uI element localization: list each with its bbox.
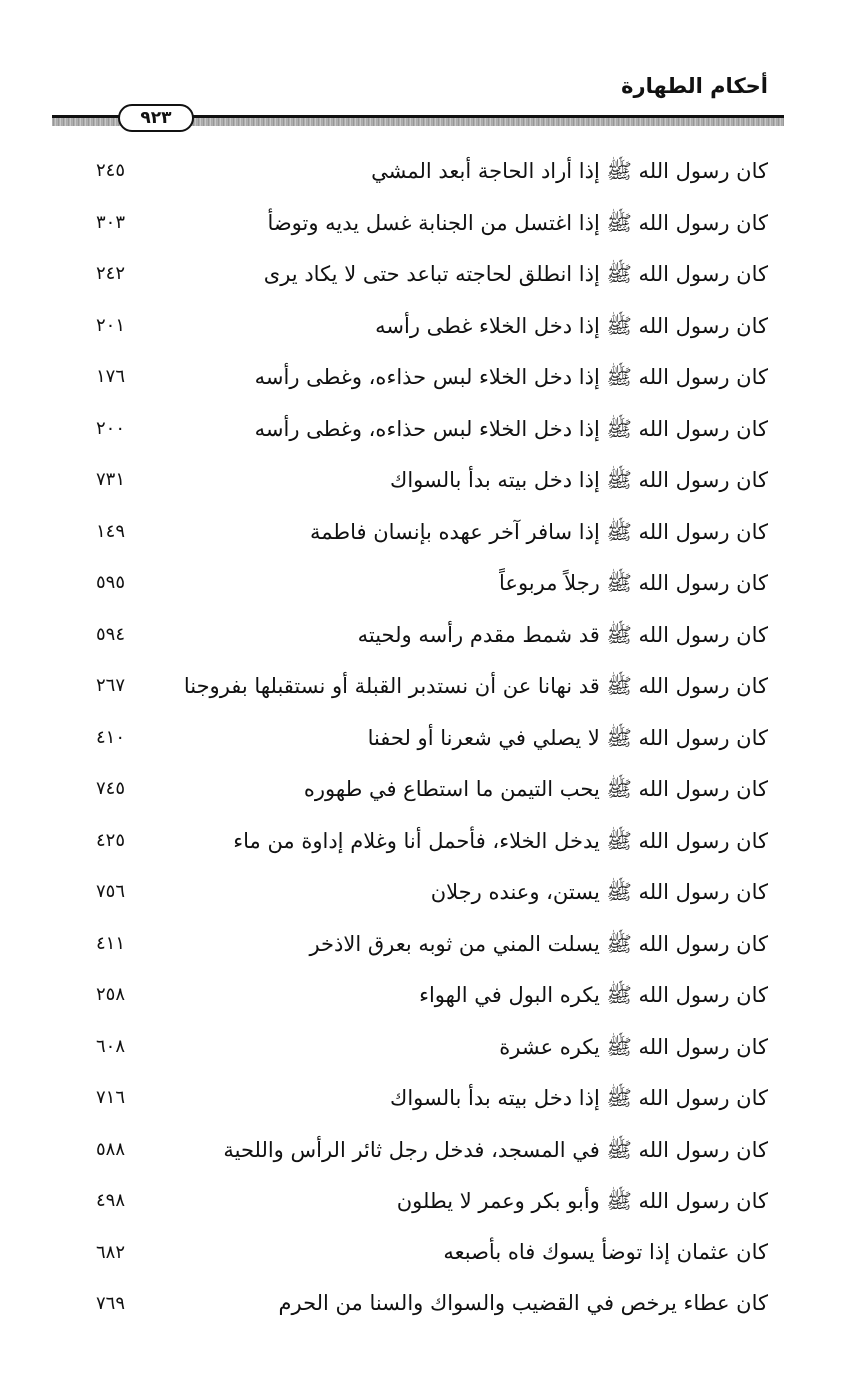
entry-text: كان رسول الله ﷺ إذا انطلق لحاجته تباعد حتى لا يكاد يرى (263, 262, 768, 286)
entry-text: كان رسول الله ﷺ يحب التيمن ما استطاع في طهوره (303, 777, 768, 801)
entry-page-number: ١٧٦ (96, 366, 126, 387)
entry-page-number: ٥٩٥ (96, 572, 126, 593)
entry-text: كان رسول الله ﷺ إذا دخل بيته بدأ بالسواك (390, 1086, 768, 1110)
entry-text: كان رسول الله ﷺ رجلاً مربوعاً (499, 571, 768, 595)
entry-page-number: ٢٦٧ (96, 675, 126, 696)
running-header-title: أحكام الطهارة (621, 74, 768, 98)
entry-page-number: ٤١٠ (96, 726, 126, 748)
entry-page-number: ٢٤٥ (96, 160, 126, 181)
index-entry (0, 1180, 868, 1232)
index-entry (0, 305, 868, 357)
index-entry (0, 1129, 868, 1181)
index-entry (0, 459, 868, 511)
index-entry (0, 1232, 868, 1284)
entry-page-number: ٢٠١ (96, 314, 126, 336)
index-entry (0, 1283, 868, 1335)
entry-text: كان عطاء يرخص في القضيب والسواك والسنا من الحرم (278, 1291, 768, 1315)
entry-text: كان رسول الله ﷺ إذا دخل الخلاء لبس حذاءه، وغطى رأسه (254, 416, 768, 441)
index-entry (0, 1077, 868, 1129)
index-entry (0, 614, 868, 666)
index-entry (0, 717, 868, 769)
entry-page-number: ٦٠٨ (96, 1035, 126, 1057)
entry-text: كان رسول الله ﷺ يكره عشرة (499, 1034, 768, 1059)
entry-page-number: ٧٥٦ (96, 881, 126, 902)
index-entry (0, 820, 868, 872)
index-entry (0, 150, 868, 202)
entry-page-number: ٣٠٣ (96, 211, 126, 233)
index-entry (0, 202, 868, 254)
entry-text: كان رسول الله ﷺ إذا سافر آخر عهده بإنسان فاطمة (309, 519, 768, 544)
index-entry (0, 408, 868, 460)
index-entry (0, 562, 868, 614)
index-entry (0, 665, 868, 717)
entry-page-number: ٧٣١ (96, 469, 126, 490)
index-entry (0, 1026, 868, 1078)
entry-page-number: ٤٢٥ (96, 829, 126, 851)
entry-text: كان رسول الله ﷺ إذا دخل بيته بدأ بالسواك (390, 468, 768, 492)
entry-text: كان رسول الله ﷺ قد نهانا عن أن نستدبر القبلة أو نستقبلها بفروجنا (183, 674, 768, 698)
index-entry (0, 974, 868, 1026)
page-number-badge: ٩٢٣ (118, 104, 194, 132)
entry-page-number: ٢٥٨ (96, 984, 126, 1005)
entry-page-number: ٥٨٨ (96, 1138, 126, 1160)
entry-page-number: ١٤٩ (96, 520, 126, 542)
index-entry (0, 356, 868, 408)
entry-page-number: ٢٤٢ (96, 263, 126, 284)
entry-text: كان رسول الله ﷺ قد شمط مقدم رأسه ولحيته (357, 622, 768, 647)
entry-text: كان رسول الله ﷺ إذا أراد الحاجة أبعد المشي (371, 159, 768, 183)
index-entry (0, 253, 868, 305)
index-entry (0, 768, 868, 820)
entry-page-number: ٤٩٨ (96, 1190, 126, 1211)
entry-text: كان رسول الله ﷺ وأبو بكر وعمر لا يطلون (396, 1189, 768, 1213)
entry-text: كان رسول الله ﷺ يدخل الخلاء، فأحمل أنا وغلام إداوة من ماء (233, 828, 768, 853)
entry-page-number: ٤١١ (96, 932, 126, 954)
entry-page-number: ٧٤٥ (96, 778, 126, 799)
entry-page-number: ٥٩٤ (96, 623, 126, 645)
entry-text: كان رسول الله ﷺ إذا اغتسل من الجنابة غسل يديه وتوضأ (267, 210, 768, 235)
entry-text: كان رسول الله ﷺ يستن، وعنده رجلان (430, 880, 768, 904)
entry-page-number: ٢٠٠ (96, 417, 126, 439)
entry-text: كان رسول الله ﷺ في المسجد، فدخل رجل ثائر الرأس واللحية (223, 1137, 768, 1162)
entry-text: كان رسول الله ﷺ إذا دخل الخلاء لبس حذاءه، وغطى رأسه (254, 365, 768, 389)
entry-page-number: ٧٦٩ (96, 1293, 126, 1314)
entry-page-number: ٦٨٢ (96, 1241, 126, 1263)
index-entry (0, 871, 868, 923)
entry-text: كان رسول الله ﷺ لا يصلي في شعرنا أو لحفنا (367, 725, 768, 750)
entry-page-number: ٧١٦ (96, 1087, 126, 1108)
entry-text: كان عثمان إذا توضأ يسوك فاه بأصبعه (443, 1239, 768, 1264)
index-entry (0, 511, 868, 563)
entry-text: كان رسول الله ﷺ يكره البول في الهواء (419, 983, 768, 1007)
entry-text: كان رسول الله ﷺ إذا دخل الخلاء غطى رأسه (375, 313, 768, 338)
hadith-index-list (0, 150, 868, 1335)
index-entry (0, 923, 868, 975)
entry-text: كان رسول الله ﷺ يسلت المني من ثوبه بعرق الاذخر (309, 931, 768, 956)
